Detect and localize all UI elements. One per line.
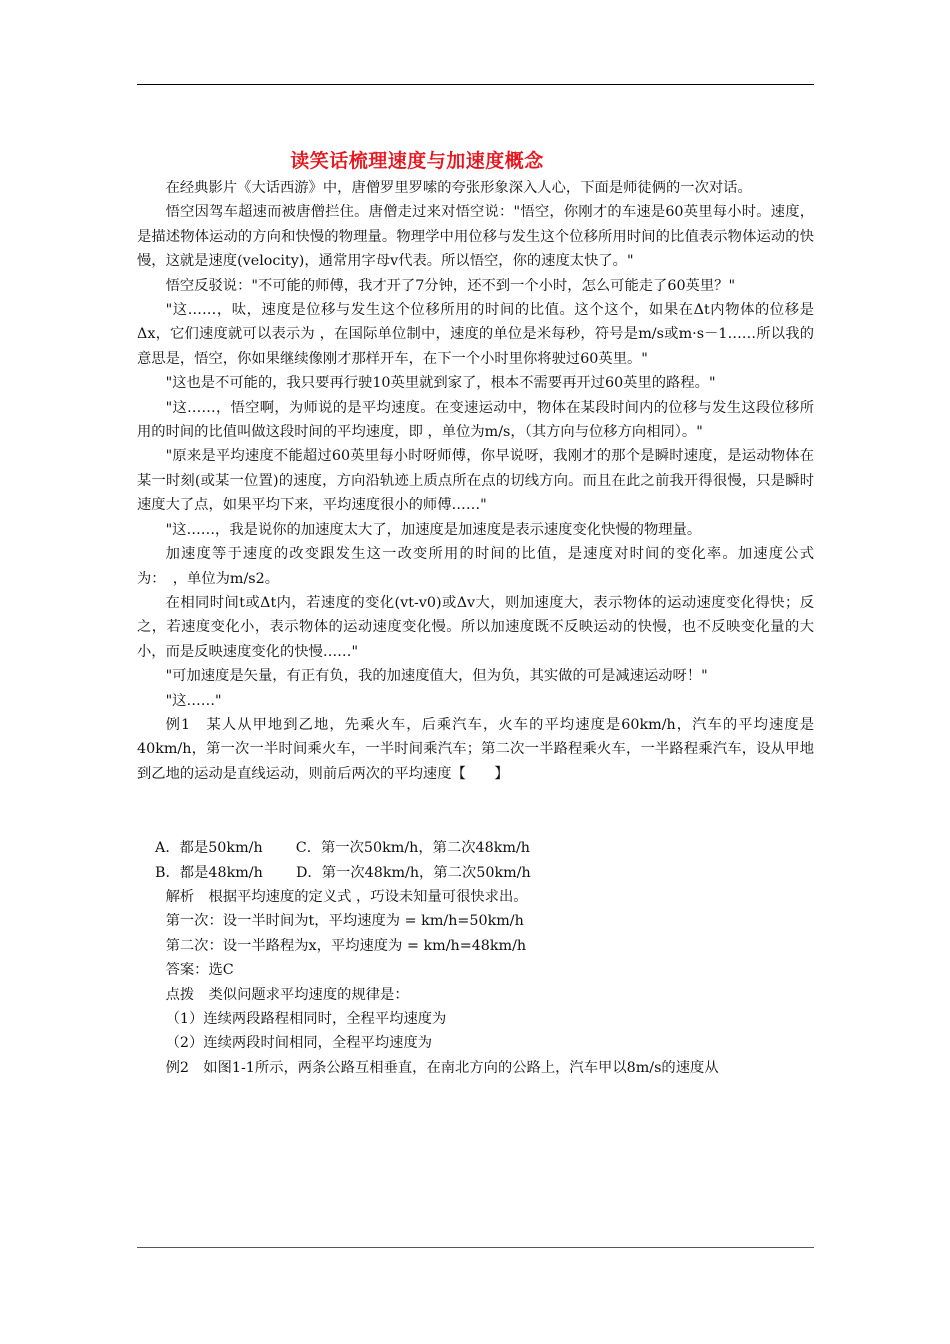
solution-line: 第二次：设一半路程为x，平均速度为 = km/h=48km/h — [165, 937, 527, 954]
header-rule — [137, 84, 814, 85]
tip-line: （1）连续两段路程相同时，全程平均速度为 — [165, 1011, 447, 1027]
paragraph: 在相同时间t或Δt内，若速度的变化(vt-v0)或Δv大，则加速度大，表示物体的运动速度变化得快；反之，若速度变化小，表示物体的运动速度变化慢。所以加速度既不反映运动的快慢，也不反映变化量的大小，而是反映速度变化的快慢……" — [137, 594, 814, 660]
example-question: 例1 某人从甲地到乙地，先乘火车，后乘汽车，火车的平均速度是60km/h，汽车的平均速度是40km/h，第一次一半时间乘火车，一半时间乘汽车；第二次一半路程乘火车，一半路程乘汽车，设从甲地到乙地的运动是直线运动，则前后两次的平均速度【 】 — [137, 716, 814, 782]
tip-line: 点拨 类似问题求平均速度的规律是： — [165, 986, 409, 1003]
answer-line: 答案：选C — [165, 962, 234, 979]
paragraph: 加速度等于速度的改变跟发生这一改变所用的时间的比值，是速度对时间的变化率。加速度公式为： ，单位为m/s2。 — [137, 546, 814, 587]
paragraph: "这……，悟空啊，为师说的是平均速度。在变速运动中，物体在某段时间内的位移与发生这段位移所用的时间的比值叫做这段时间的平均速度，即 ，单位为m/s，（其方向与位移方向相同）。" — [137, 399, 814, 441]
choice-line: A．都是50km/h C．第一次50km/h，第二次48km/h — [155, 840, 530, 857]
spacer — [137, 786, 814, 836]
page-title: 读笑话梳理速度与加速度概念 — [290, 150, 544, 172]
choice-line: B．都是48km/h D．第一次48km/h，第二次50km/h — [155, 864, 531, 881]
example-question: 例2 如图1-1所示，两条公路互相垂直，在南北方向的公路上，汽车甲以8m/s的速度从 — [165, 1059, 719, 1076]
paragraph: "这……，我是说你的加速度太大了，加速度是加速度是表示速度变化快慢的物理量。 — [165, 521, 702, 538]
paragraph: "可加速度是矢量，有正有负，我的加速度值大，但为负，其实做的可是减速运动呀！" — [165, 668, 708, 685]
solution-line: 解析 根据平均速度的定义式 ，巧设未知量可很快求出。 — [165, 888, 528, 905]
solution-line: 第一次：设一半时间为t，平均速度为 = km/h=50km/h — [165, 913, 524, 930]
tip-line: （2）连续两段时间相同，全程平均速度为 — [165, 1035, 433, 1052]
paragraph: "这……，呔，速度是位移与发生这个位移所用的时间的比值。这个这个，如果在Δt内物体的位移是Δx，它们速度就可以表示为 ，在国际单位制中，速度的单位是米每秒，符号是m/s或m·s－1……所以我的意思是，悟空，你如果继续像刚才那样开车，在下一个小时里你将驶过60英里。" — [137, 302, 814, 367]
footer-rule — [137, 1247, 814, 1248]
paragraph: "原来是平均速度不能超过60英里每小时呀师傅，你早说呀，我刚才的那个是瞬时速度，是运动物体在某一时刻(或某一位置)的速度，方向沿轨迹上质点所在点的切线方向。而且在此之前我开得很慢，只是瞬时速度大了点，如果平均下来，平均速度很小的师傅……" — [137, 448, 814, 514]
paragraph: 在经典影片《大话西游》中，唐僧罗里罗嗦的夸张形象深入人心，下面是师徒俩的一次对话。 — [165, 180, 752, 196]
paragraph: 悟空反驳说："不可能的师傅，我才开了7分钟，还不到一个小时，怎么可能走了60英里？" — [165, 277, 736, 294]
paragraph: "这……" — [165, 692, 222, 709]
paragraph: "这也是不可能的，我只要再行驶10英里就到家了，根本不需要再开过60英里的路程。" — [165, 375, 716, 392]
document-body — [137, 176, 814, 1080]
paragraph: 悟空因驾车超速而被唐僧拦住。唐僧走过来对悟空说："悟空，你刚才的车速是60英里每小时。速度，是描述物体运动的方向和快慢的物理量。物理学中用位移与发生这个位移所用时间的比值表示物体运动的快慢，这就是速度(velocity)，通常用字母v代表。所以悟空，你的速度太快了。" — [137, 204, 814, 270]
